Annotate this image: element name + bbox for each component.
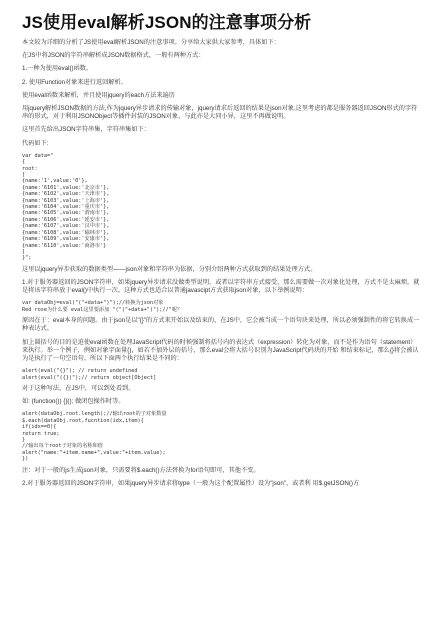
alert-code-block: alert(eval("{}"); // return undefined alert(eval("({})");// return object[Object] — [22, 368, 157, 381]
given-json-paragraph: 这里首先给出JSON字符串集，字符串集如下： — [22, 126, 150, 134]
two-ways-paragraph: 在JS中将JSON的字符串解析成JSON数据格式，一般有两种方式： — [22, 52, 205, 60]
server-string-paragraph: 1.对于服务器返回的JSON字符串，如果jquery异步请求没做类型说明，或者以字符串方式接受，那么需要做一次对象化处理，方式不是太麻烦，就是将该字符串放于eval()中执行一次。这种方式也适合以普通javascipt方式获取json对象，以下举例说明： — [22, 278, 420, 295]
json-code-block: var data=" { root: [ {name:'1',value:'0'}, {name:'6101',value:'北京市'}, {name:'6102',value:'天津市'}, {name:'6103',value:'上海市'}, {name:'6104',value:'重庆市'}, {name:'6105',value:'渭南市'}, {name:'6106',value:'延安市'}, {name:'6107',value:'汉中市'}, {name:'6108',value:'榆林市'}, {name:'6109',value:'安康市'}, {name:'6110',value:'商洛市'} ] }"; — [22, 152, 110, 262]
note-paragraph: 注：对于一般的js生成json对象，只需要将$.each()方法替换为for语句即可，其他不变。 — [22, 466, 260, 474]
func-example-paragraph: 如: (function()) {}(); 做闭包操作时等。 — [22, 398, 125, 406]
document-page — [22, 8, 422, 493]
intro-paragraph: 本文较为详细的分析了JS使用eval解析JSON的注意事项。分享给大家供大家参考，具体如下： — [22, 39, 280, 46]
code-label: 代码如下: — [22, 139, 49, 147]
page-title: JS使用eval解析JSON的注意事项分析 — [22, 13, 312, 32]
way1-paragraph: 1.一种为使用eval()函数。 — [22, 65, 93, 73]
eval-parse-paragraph: 使用eval函数来解析，并且使用jquery的each方法来遍历 — [22, 91, 175, 99]
two-ways-fetch-paragraph: 这里以jquery异步获取的数据类型——json对象和字符串为依据，分别介绍两种方式获取到的结果处理方式。 — [22, 265, 317, 273]
eval-code-block: var dataObj=eval("("+data+")");//转换为json对象 Red rose为什么要 eval这里要添加 "("("+data+")");//"呢？ — [22, 300, 183, 313]
ie-note-paragraph: 对于这种写法，在JS中，可以到处看到。 — [22, 384, 135, 392]
jquery-desc-paragraph: 用jquery解析JSON数据的方法,作为jquery异步请求的传输对象，jquery请求后返回的结果是json对象,这里考虑的都是服务器返回JSON形式的字符串的形式，对于利用JSONObject等插件封装的JSON对象，与此亦是大同小异，这里不再做说明。 — [22, 105, 418, 121]
each-code-block: alert(dataObj.root.length);//输出root的子对象数量 $.each(dataObj.root,fucntion(idx,item){ if(idx==0){ return true; } //输出每个root子对象的名称和值 alert("name:"+item.name+",value:"+item.value); }) — [22, 411, 167, 463]
parentheses-paragraph: 加上圆括号的目的是迫使eval函数在处理JavaScript代码的时候强制将括号内的表达式（expression）转化为对象，而不是作为语句（statement）来执行。举一个例子，例如对象字面量{}，如若不加外层的括号，那么eval会将大括号识别为JavaScript代码块的开始 和结束标记，那么{}将会被认为是执行了一句空语句。所以下面两个执行结果是不同的： — [22, 338, 419, 362]
reason-paragraph: 原因在于：eval本身的问题。由于json是以"{}"的方式来开始以及结束的，在JS中，它会被当成一个语句块来处理，所以必须强制性的将它转换成一种表达式。 — [22, 317, 420, 333]
server-type-paragraph: 2.对于服务器返回的JSON字符串，如果jquery异步请求将type（一般为这个配置属性）设为"json"，或者利 用$.getJSON()方 — [22, 479, 360, 487]
way2-paragraph: 2. 使用Function对象来进行返回解析。 — [22, 78, 127, 86]
